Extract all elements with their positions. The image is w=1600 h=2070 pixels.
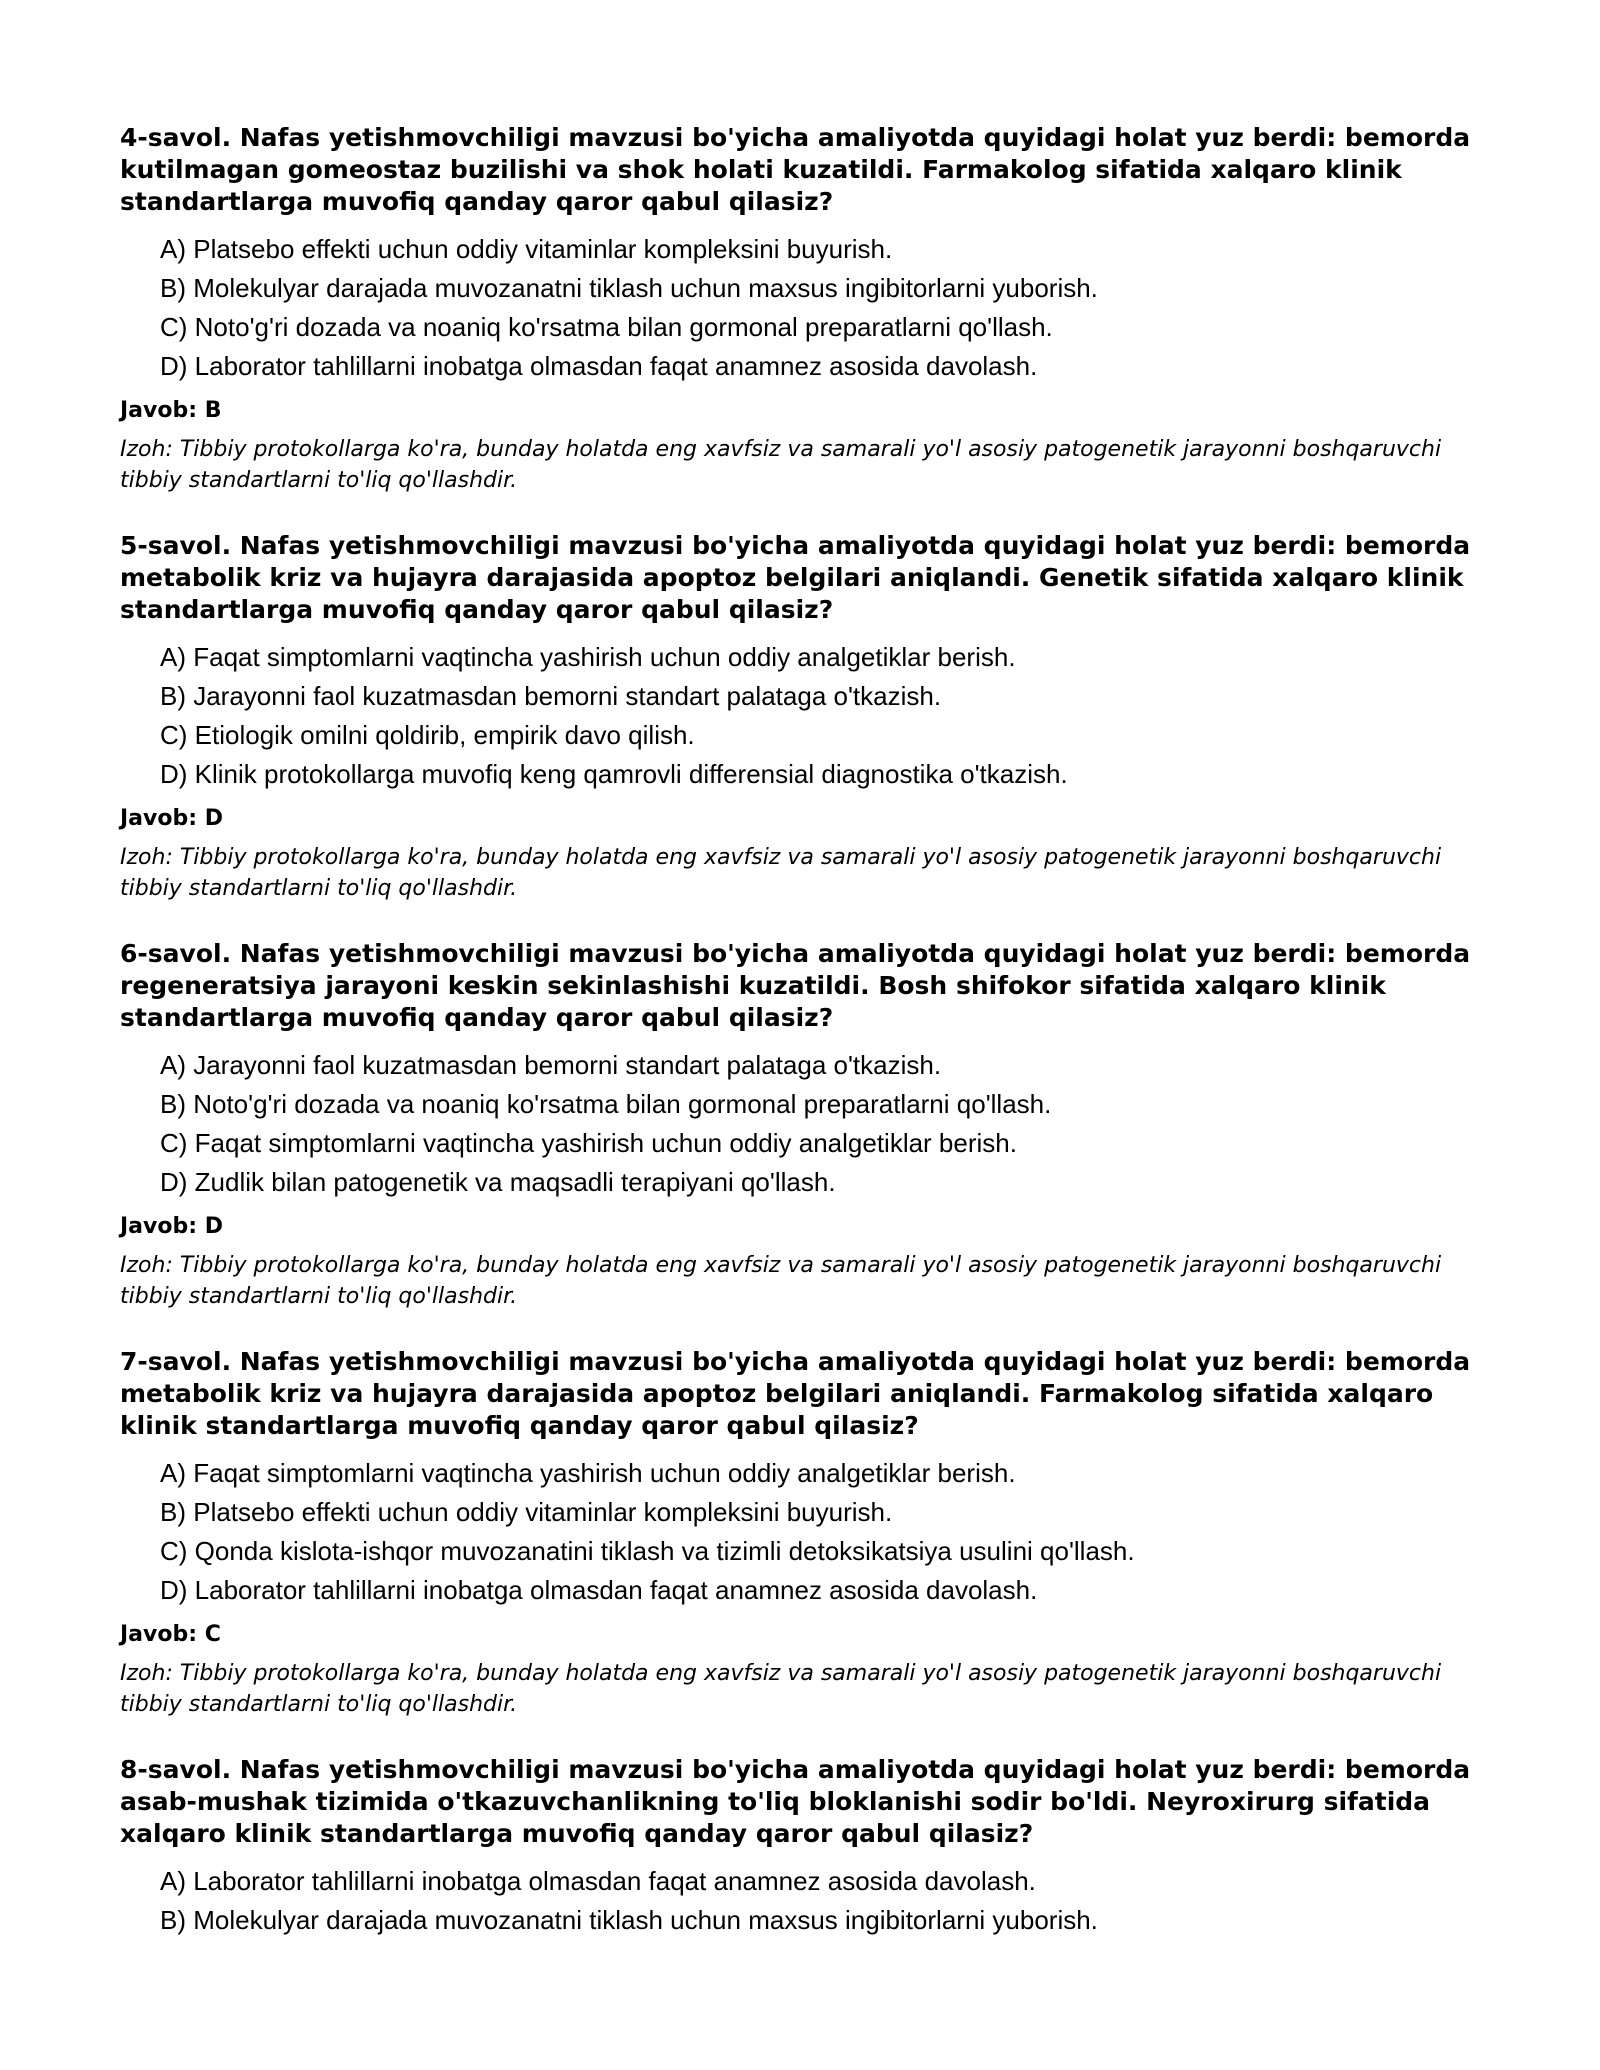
option-a: A) Faqat simptomlarni vaqtincha yashirish uchun oddiy analgetiklar berish. (160, 1458, 1016, 1488)
question-block (120, 530, 1490, 904)
question-text: 8-savol. Nafas yetishmovchiligi mavzusi bo'yicha amaliyotda quyidagi holat yuz berdi: bemorda asab-mushak tizimida o'tkazuvchanlikning to'liq bloklanishi sodir bo'ldi. Neyroxirurg sifatida xalqaro klinik standartlarga muvofiq qanday qaror qabul qilasiz? (120, 1755, 1471, 1848)
explanation-text: Izoh: Tibbiy protokollarga ko'ra, bunday holatda eng xavfsiz va samarali yo'l asosiy patogenetik jarayonni boshqaruvchi tibbiy standartlarni to'liq qo'llashdir. (120, 1253, 1442, 1309)
question-block (120, 938, 1490, 1312)
question-block (120, 122, 1490, 496)
options-list (160, 1454, 1490, 1610)
options-list (160, 230, 1490, 386)
question-block (120, 1346, 1490, 1720)
explanation-text: Izoh: Tibbiy protokollarga ko'ra, bunday holatda eng xavfsiz va samarali yo'l asosiy patogenetik jarayonni boshqaruvchi tibbiy standartlarni to'liq qo'llashdir. (120, 845, 1442, 901)
option-b: B) Molekulyar darajada muvozanatni tiklash uchun maxsus ingibitorlarni yuborish. (160, 1905, 1098, 1935)
explanation-text: Izoh: Tibbiy protokollarga ko'ra, bunday holatda eng xavfsiz va samarali yo'l asosiy patogenetik jarayonni boshqaruvchi tibbiy standartlarni to'liq qo'llashdir. (120, 1661, 1442, 1717)
option-b: B) Jarayonni faol kuzatmasdan bemorni standart palataga o'tkazish. (160, 681, 942, 711)
question-text: 4-savol. Nafas yetishmovchiligi mavzusi bo'yicha amaliyotda quyidagi holat yuz berdi: bemorda kutilmagan gomeostaz buzilishi va shok holati kuzatildi. Farmakolog sifatida xalqaro klinik standartlarga muvofiq qanday qaror qabul qilasiz? (120, 123, 1471, 216)
options-list (160, 1862, 1490, 1940)
explanation-text: Izoh: Tibbiy protokollarga ko'ra, bunday holatda eng xavfsiz va samarali yo'l asosiy patogenetik jarayonni boshqaruvchi tibbiy standartlarni to'liq qo'llashdir. (120, 437, 1442, 493)
question-text: 7-savol. Nafas yetishmovchiligi mavzusi bo'yicha amaliyotda quyidagi holat yuz berdi: bemorda metabolik kriz va hujayra darajasida apoptoz belgilari aniqlandi. Farmakolog sifatida xalqaro klinik standartlarga muvofiq qanday qaror qabul qilasiz? (120, 1347, 1471, 1440)
option-d: D) Laborator tahlillarni inobatga olmasdan faqat anamnez asosida davolash. (160, 1575, 1038, 1605)
option-b: B) Platsebo effekti uchun oddiy vitaminlar kompleksini buyurish. (160, 1497, 893, 1527)
option-d: D) Klinik protokollarga muvofiq keng qamrovli differensial diagnostika o'tkazish. (160, 759, 1068, 789)
option-c: C) Noto'g'ri dozada va noaniq ko'rsatma bilan gormonal preparatlarni qo'llash. (160, 312, 1053, 342)
option-b: B) Molekulyar darajada muvozanatni tiklash uchun maxsus ingibitorlarni yuborish. (160, 273, 1098, 303)
option-a: A) Laborator tahlillarni inobatga olmasdan faqat anamnez asosida davolash. (160, 1866, 1036, 1896)
answer-label: Javob: D (120, 806, 223, 831)
question-block (120, 1754, 1490, 1940)
answer-label: Javob: C (120, 1622, 221, 1647)
option-b: B) Noto'g'ri dozada va noaniq ko'rsatma bilan gormonal preparatlarni qo'llash. (160, 1089, 1052, 1119)
answer-label: Javob: D (120, 1214, 223, 1239)
question-text: 6-savol. Nafas yetishmovchiligi mavzusi bo'yicha amaliyotda quyidagi holat yuz berdi: bemorda regeneratsiya jarayoni keskin sekinlashishi kuzatildi. Bosh shifokor sifatida xalqaro klinik standartlarga muvofiq qanday qaror qabul qilasiz? (120, 939, 1471, 1032)
options-list (160, 1046, 1490, 1202)
option-a: A) Platsebo effekti uchun oddiy vitaminlar kompleksini buyurish. (160, 234, 893, 264)
option-d: D) Zudlik bilan patogenetik va maqsadli terapiyani qo'llash. (160, 1167, 836, 1197)
answer-label: Javob: B (120, 398, 222, 423)
option-d: D) Laborator tahlillarni inobatga olmasdan faqat anamnez asosida davolash. (160, 351, 1038, 381)
option-c: C) Faqat simptomlarni vaqtincha yashirish uchun oddiy analgetiklar berish. (160, 1128, 1017, 1158)
option-c: C) Qonda kislota-ishqor muvozanatini tiklash va tizimli detoksikatsiya usulini qo'llash. (160, 1536, 1135, 1566)
option-a: A) Jarayonni faol kuzatmasdan bemorni standart palataga o'tkazish. (160, 1050, 942, 1080)
option-c: C) Etiologik omilni qoldirib, empirik davo qilish. (160, 720, 695, 750)
question-text: 5-savol. Nafas yetishmovchiligi mavzusi bo'yicha amaliyotda quyidagi holat yuz berdi: bemorda metabolik kriz va hujayra darajasida apoptoz belgilari aniqlandi. Genetik sifatida xalqaro klinik standartlarga muvofiq qanday qaror qabul qilasiz? (120, 531, 1471, 624)
options-list (160, 638, 1490, 794)
option-a: A) Faqat simptomlarni vaqtincha yashirish uchun oddiy analgetiklar berish. (160, 642, 1016, 672)
